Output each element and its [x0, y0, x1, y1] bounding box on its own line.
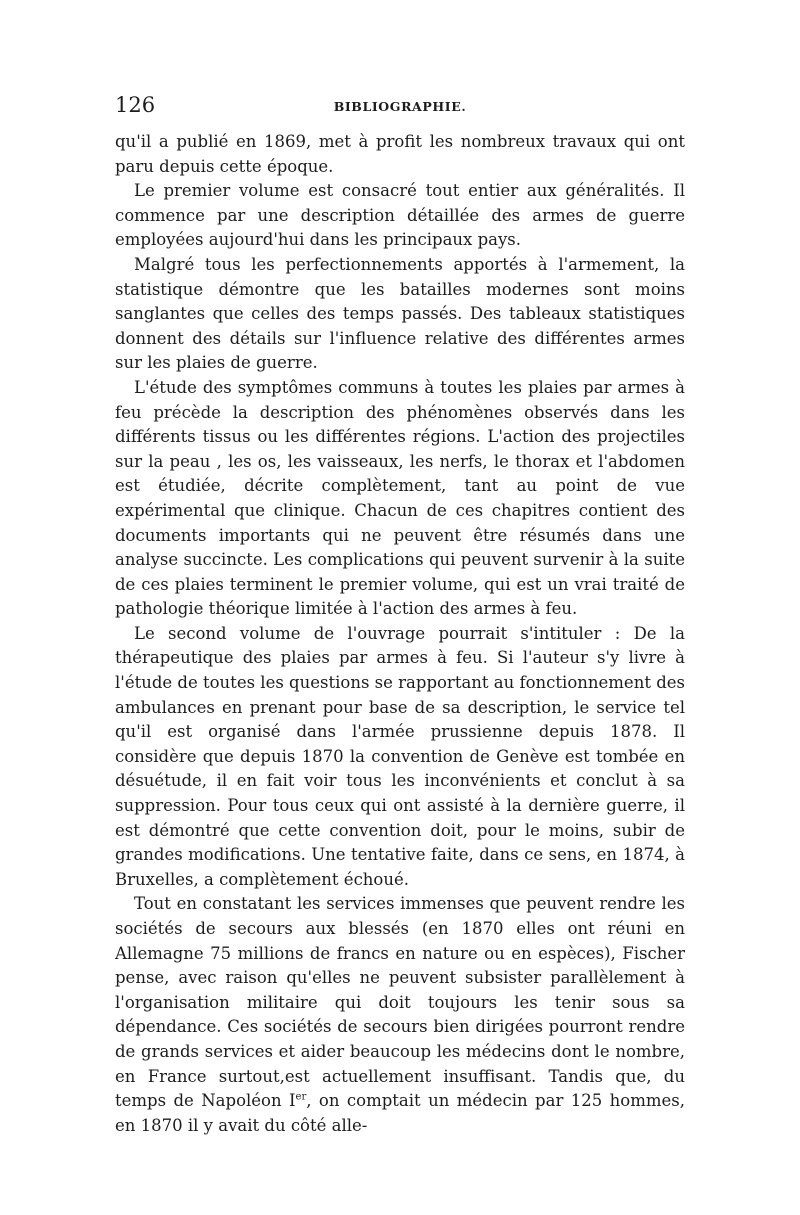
superscript-er: er	[295, 1091, 307, 1103]
page-header	[115, 92, 685, 122]
paragraph-6-text-a: Tout en constatant les services immenses que peuvent rendre les sociétés de secours aux blessés (en 1870 elles ont réuni en Allemagne 75 millions de francs en nature ou en espèces), Fischer pense, avec raison qu'elles ne peuvent subsister parallèlement à l'organisation militaire qui doit toujours les tenir sous sa dépendance. Ces sociétés de secours bien dirigées pourront rendre de grands services et aider beaucoup les médecins dont le nombre, en France surtout,est actuellement insuffisant. Tandis que, du temps de Napoléon I	[115, 894, 685, 1111]
paragraph-4: L'étude des symptômes communs à toutes les plaies par armes à feu précède la description des phénomènes observés dans les différents tissus ou les différentes régions. L'action des projectiles sur la peau , les os, les vaisseaux, les nerfs, le thorax et l'abdomen est étudiée, décrite complètement, tant au point de vue expérimental que clinique. Chacun de ces chapitres contient des documents importants qui ne peuvent être résumés dans une analyse succincte. Les complications qui peuvent survenir à la suite de ces plaies terminent le premier volume, qui est un vrai traité de pathologie théorique limitée à l'action des armes à feu.	[115, 377, 685, 619]
running-title: BIBLIOGRAPHIE.	[333, 99, 467, 114]
paragraph-3: Malgré tous les perfectionnements apportés à l'armement, la statistique démontre que les batailles modernes sont moins sanglantes que celles des temps passés. Des tableaux statistiques donnent des détails sur l'influence relative des différentes armes sur les plaies de guerre.	[115, 254, 685, 373]
paragraph-2: Le premier volume est consacré tout entier aux généralités. Il commence par une description détaillée des armes de guerre employées aujourd'hui dans les principaux pays.	[115, 181, 685, 250]
paragraph-6	[115, 892, 685, 1138]
page-number: 126	[115, 93, 156, 117]
paragraph-6-text-b: , on comptait un médecin par 125 hommes, en 1870 il y avait du côté alle-	[115, 1091, 685, 1135]
paragraph-1: qu'il a publié en 1869, met à profit les nombreux travaux qui ont paru depuis cette époque.	[115, 132, 685, 176]
body-text	[115, 130, 685, 1138]
paragraph-5: Le second volume de l'ouvrage pourrait s'intituler : De la thérapeutique des plaies par armes à feu. Si l'auteur s'y livre à l'étude de toutes les questions se rapportant au fonctionnement des ambulances en prenant pour base de sa description, le service tel qu'il est organisé dans l'armée prussienne depuis 1878. Il considère que depuis 1870 la convention de Genève est tombée en désuétude, il en fait voir tous les inconvénients et conclut à sa suppression. Pour tous ceux qui ont assisté à la dernière guerre, il est démontré que cette convention doit, pour le moins, subir de grandes modifications. Une tentative faite, dans ce sens, en 1874, à Bruxelles, a complètement échoué.	[115, 623, 685, 889]
